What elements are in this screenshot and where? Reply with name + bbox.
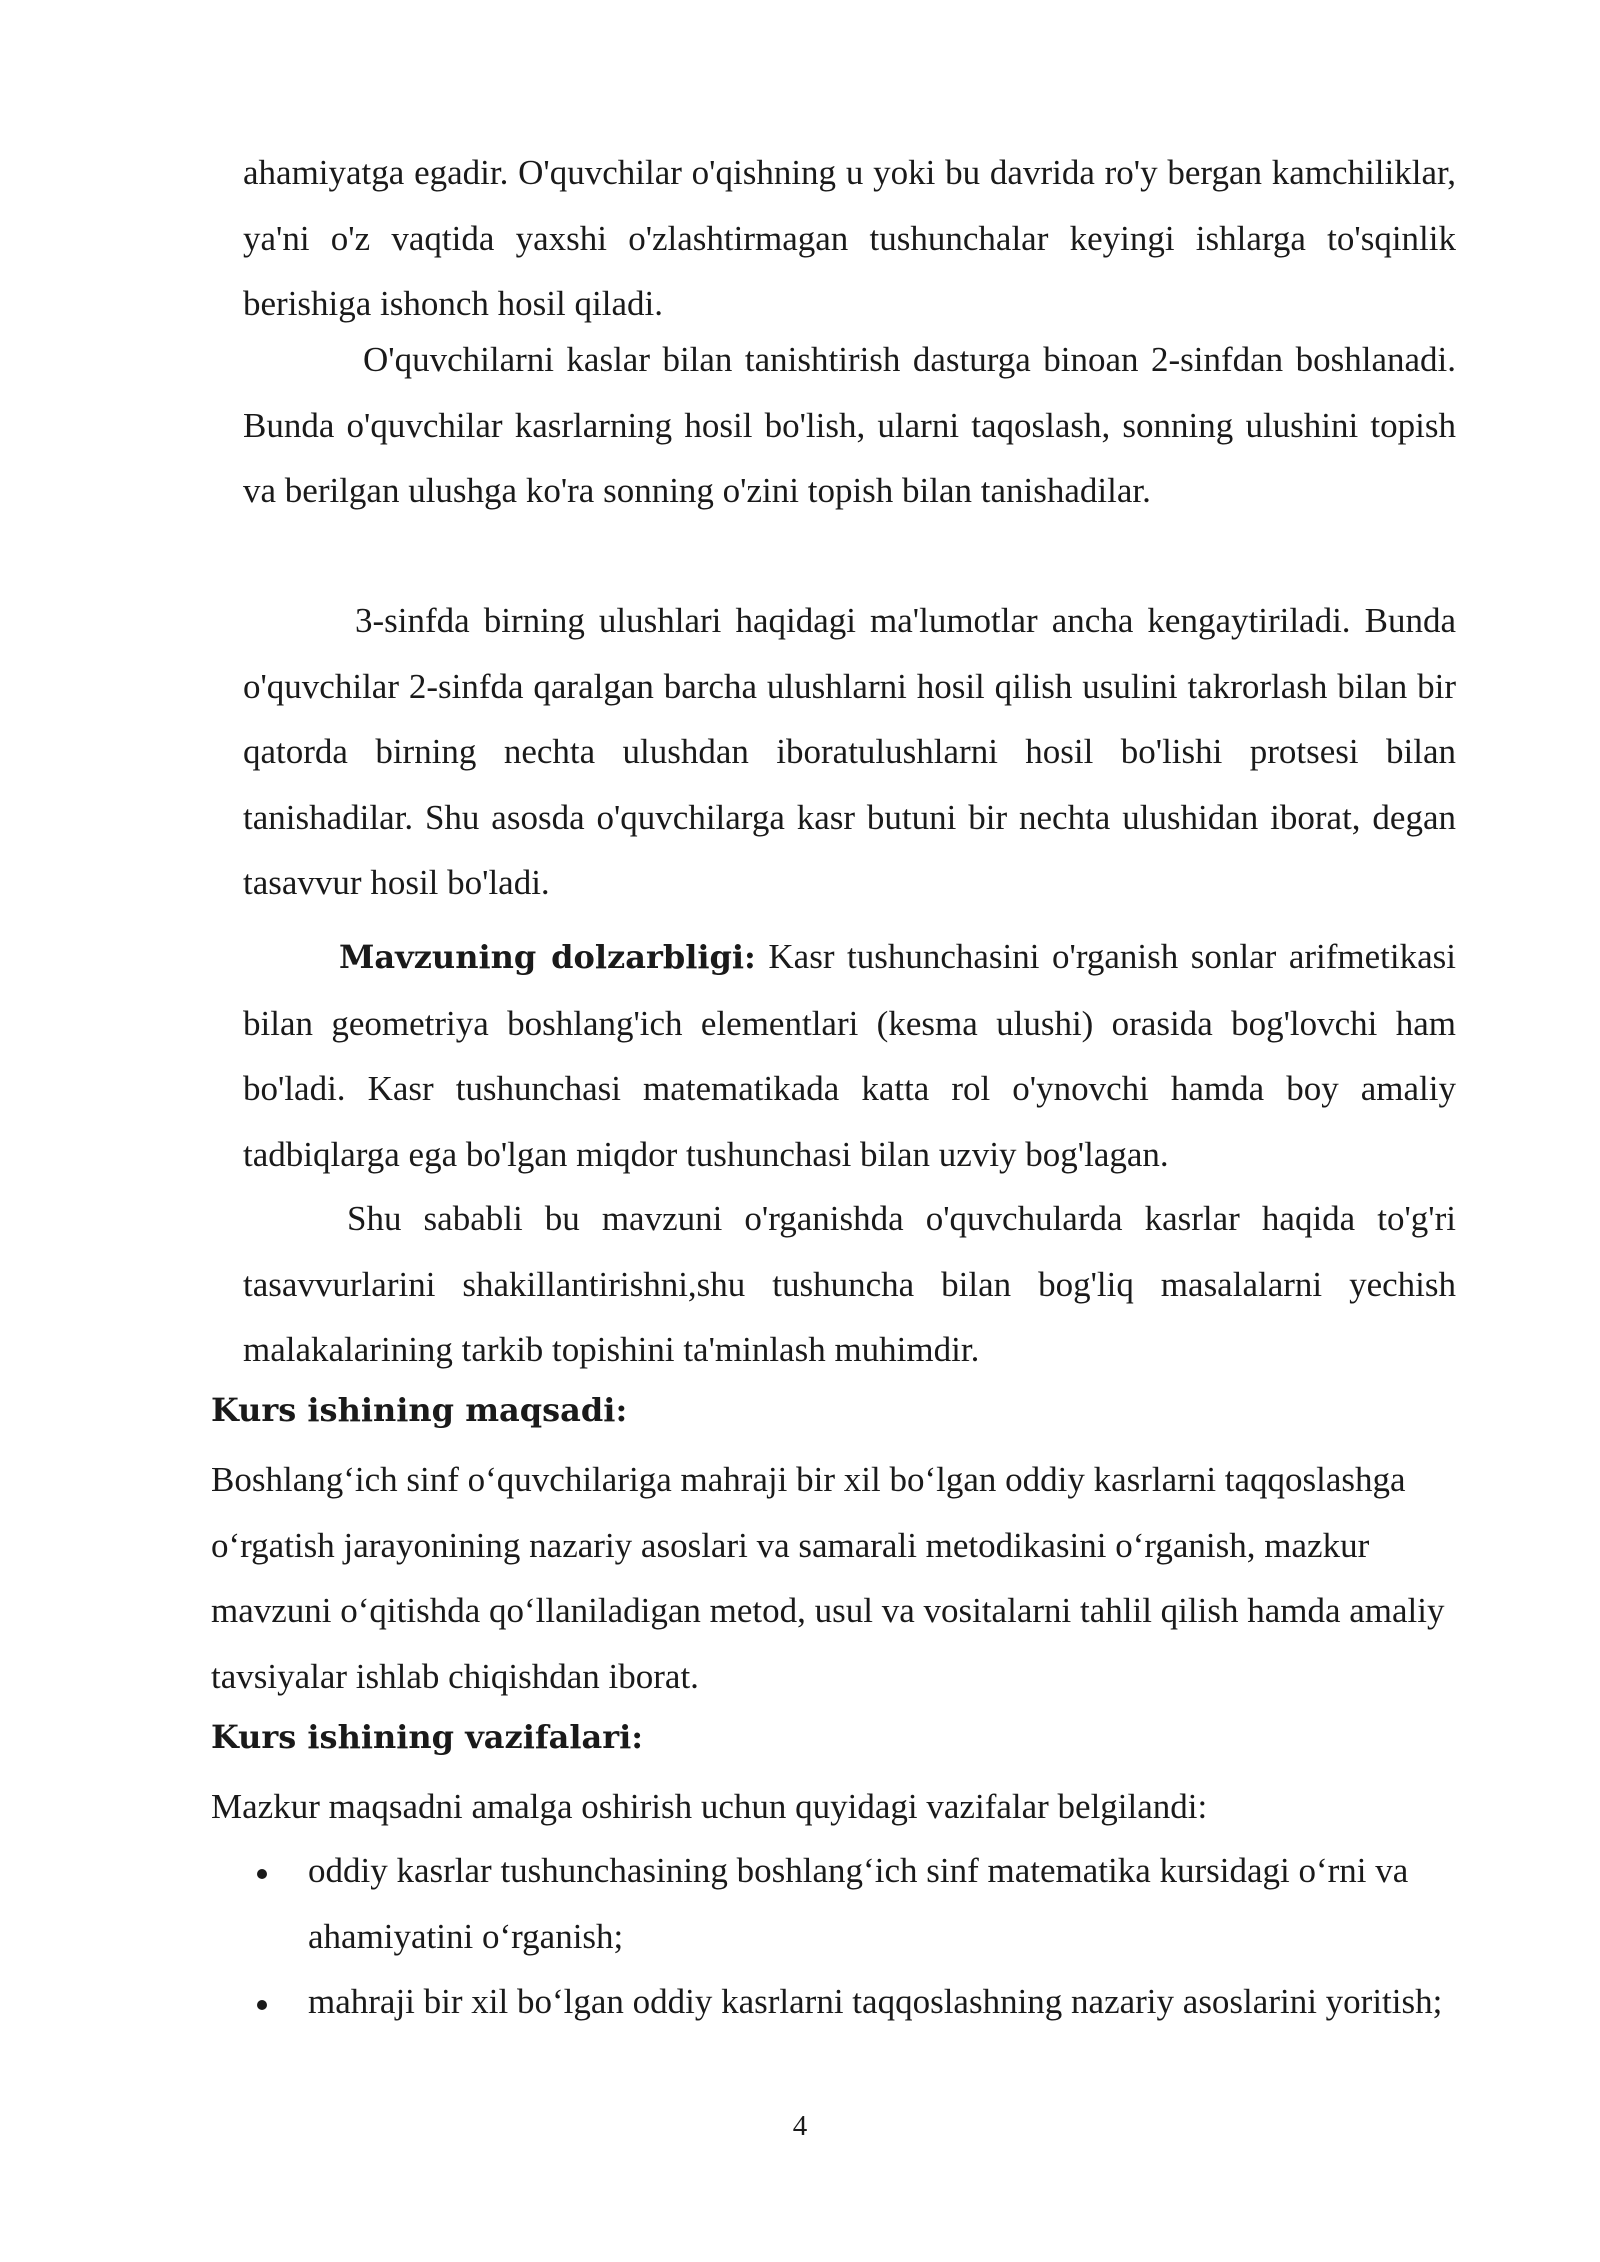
paragraph-fractions-grade-2: O'quvchilarni kaslar bilan tanishtirish dasturga binoan 2-sinfdan boshlanadi. Bunda o'quvchilar kasrlarning hosil bo'lish, ularni taqoslash, sonning ulushini topish va berilgan ulushga ko'ra sonning o'zini topish bilan tanishadilar. xyxy=(243,340,1456,510)
list-item-text: oddiy kasrlar tushunchasining boshlang‘ich sinf matematika kursidagi o‘rni va ahamiyatini o‘rganish; xyxy=(308,1851,1409,1956)
list-item xyxy=(211,1969,1456,2035)
relevance-label: Mavzuning dolzarbligi: xyxy=(339,938,756,976)
goal-heading: Kurs ishining maqsadi: xyxy=(211,1391,628,1429)
list-item xyxy=(211,1838,1456,1969)
tasks-intro: Mazkur maqsadni amalga oshirish uchun quyidagi vazifalar belgilandi: xyxy=(211,1787,1208,1826)
tasks-list xyxy=(211,1838,1456,2035)
relevance-text: Kasr tushunchasini o'rganish sonlar arifmetikasi bilan geometriya boshlang'ich elementlari (kesma ulushi) orasida bog'lovchi ham bo'ladi. Kasr tushunchasi matematikada katta rol o'ynovchi hamda boy amaliy tadbiqlarga ega bo'lgan miqdor tushunchasi bilan uzviy bog'lagan. xyxy=(243,937,1457,1174)
bullet-icon xyxy=(257,2000,267,2010)
tasks-heading: Kurs ishining vazifalari: xyxy=(211,1718,644,1756)
goal-paragraph: Boshlang‘ich sinf o‘quvchilariga mahraji bir xil bo‘lgan oddiy kasrlarni taqqoslashga o‘rgatish jarayonining nazariy asoslari va samarali metodikasini o‘rganish, mazkur mavzuni o‘qitishda qo‘llaniladigan metod, usul va vositalarni tahlil qilish hamda amaliy tavsiyalar ishlab chiqishdan iborat. xyxy=(211,1460,1445,1696)
bullet-icon xyxy=(257,1869,267,1879)
paragraph-fractions-grade-3: 3-sinfda birning ulushlari haqidagi ma'lumotlar ancha kengaytiriladi. Bunda o'quvchilar 2-sinfda qaralgan barcha ulushlarni hosil qilish usulini takrorlash bilan bir qatorda birning nechta ulushdan iboratulushlarni hosil bo'lishi protsesi bilan tanishadilar. Shu asosda o'quvchilarga kasr butuni bir nechta ulushidan iborat, degan tasavvur hosil bo'ladi. xyxy=(243,601,1456,902)
paragraph-intro: ahamiyatga egadir. O'quvchilar o'qishning u yoki bu davrida ro'y bergan kamchiliklar, ya'ni o'z vaqtida yaxshi o'zlashtirmagan tushunchalar keyingi ishlarga to'sqinlik berishiga ishonch hosil qiladi. xyxy=(243,153,1456,323)
paragraph-importance: Shu sababli bu mavzuni o'rganishda o'quvchularda kasrlar haqida to'g'ri tasavvurlarini shakillantirishni,shu tushuncha bilan bog'liq masalalarni yechish malakalarining tarkib topishini ta'minlash muhimdir. xyxy=(243,1199,1456,1369)
page-number: 4 xyxy=(792,2110,808,2142)
list-item-text: mahraji bir xil bo‘lgan oddiy kasrlarni taqqoslashning nazariy asoslarini yoritish; xyxy=(308,1982,1443,2021)
paragraph-relevance xyxy=(243,924,1456,1187)
